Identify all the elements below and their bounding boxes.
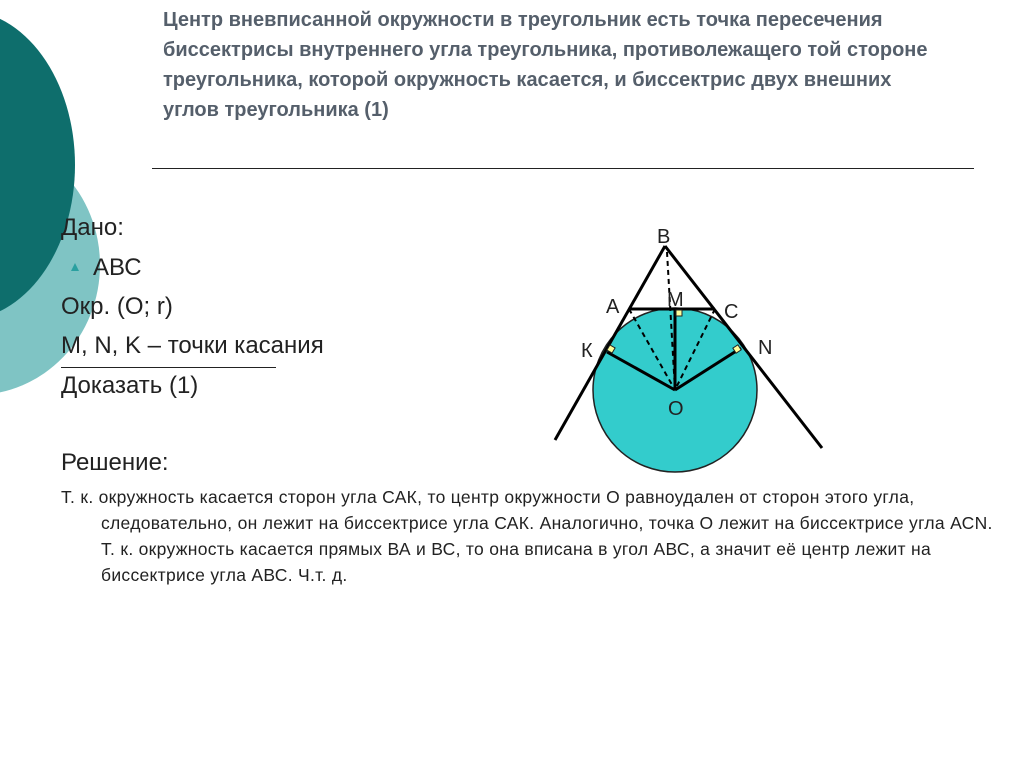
solution-label: Решение: [61,449,169,476]
given-tangent-points: M, N, K – точки касания [61,332,324,359]
label-o: О [668,398,684,420]
triangle-bullet-icon [71,263,79,271]
title-divider [152,168,974,169]
slide-title: Центр вневписанной окружности в треугольник есть точка пересечения биссектрисы внутреннего угла треугольника, противолежащего той стороне треугольника, которой окружность касается, и биссектрис двух внешних углов треугольника (1) [163,9,928,121]
given-label: Дано: [61,214,124,241]
label-n: N [758,337,773,359]
given-circle: Окр. (О; r) [61,293,173,320]
given-triangle-text: АВС [93,254,142,281]
solution-text: Т. к. окружность касается сторон угла САК, то центр окружности О равноудален от сторон этого угла, следовательно, он лежит на биссектрисе угла САК. Аналогично, точка О лежит на биссектрисе угла АСN. Т. к. окружность касается прямых ВА и ВС, то она вписана в угол АВС, а значит её центр лежит на биссектрисе угла АВС. Ч.т. д. [61,487,993,585]
given-divider [61,367,276,368]
label-c: С [724,301,739,323]
geometry-diagram [540,215,840,485]
prove-label: Доказать (1) [61,372,199,399]
label-b: В [657,226,671,248]
label-m: М [667,289,684,311]
label-k: К [581,340,593,362]
given-triangle [61,253,142,283]
label-a: А [606,296,620,318]
